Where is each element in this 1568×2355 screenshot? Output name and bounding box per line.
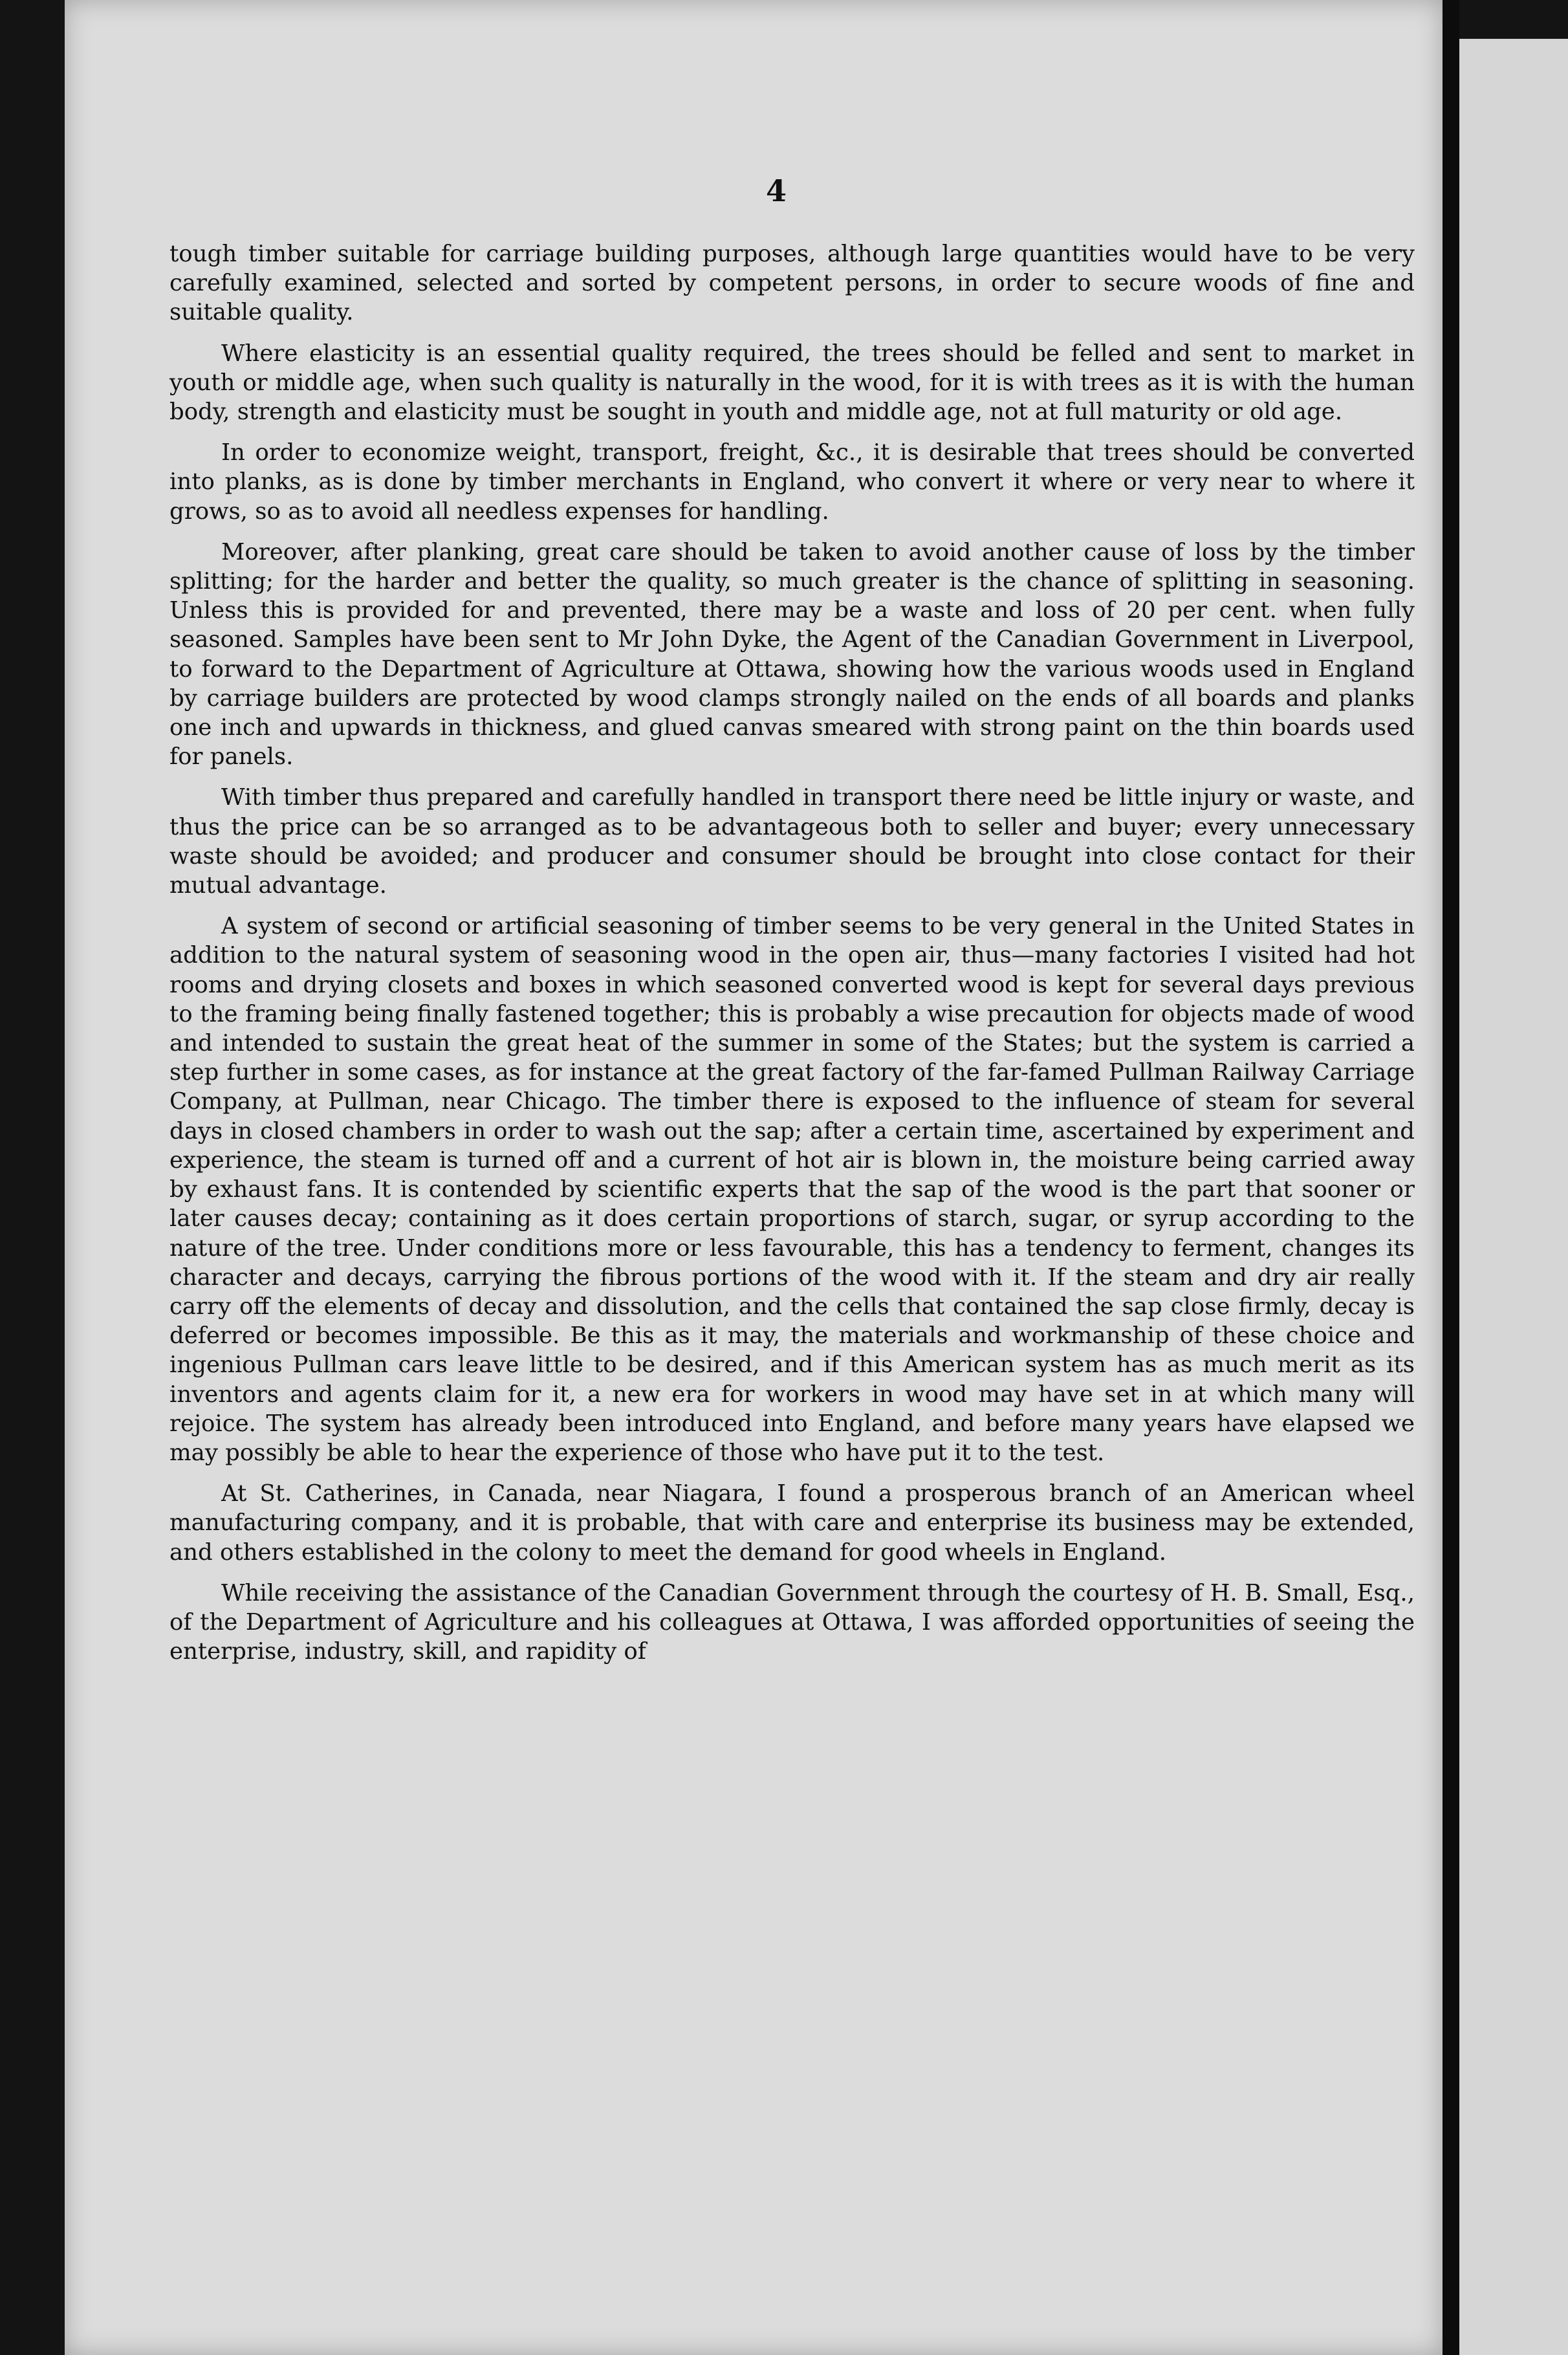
paragraph: Where elasticity is an essential quality required, the trees should be felled and sent to market in youth or middle age, when such quality is naturally in the wood, for it is with trees as it is with the human body, strength and elasticity must be sought in youth and middle age, not at full maturity or old age. [169,340,1415,426]
paragraph: With timber thus prepared and carefully handled in transport there need be little injury or waste, and thus the price can be so arranged as to be advantageous both to seller and buyer; every unnecessary waste should be avoided; and producer and consumer should be brought into close contact for their mutual advantage. [169,784,1415,899]
paragraph: At St. Catherines, in Canada, near Niagara, I found a prosperous branch of an American wheel manufacturing company, and it is probable, that with care and enterprise its business may be extended, and others established in the colony to meet the demand for good wheels in England. [169,1480,1415,1566]
paragraph: Moreover, after planking, great care should be taken to avoid another cause of loss by the timber splitting; for the harder and better the quality, so much greater is the chance of splitting in seasoning. Unless this is provided for and prevented, there may be a waste and loss of 20 per cent. when fully seasoned. Samples have been sent to Mr John Dyke, the Agent of the Canadian Government in Liverpool, to forward to the Department of Agriculture at Ottawa, showing how the various woods used in England by carriage builders are protected by wood clamps strongly nailed on the ends of all boards and planks one inch and upwards in thickness, and glued canvas smeared with strong paint on the thin boards used for panels. [169,538,1415,771]
right-page-edge [1459,39,1568,2355]
paragraph: In order to economize weight, transport, freight, &c., it is desirable that trees should be converted into planks, as is done by timber merchants in England, who convert it where or very near to where it grows, so as to avoid all needless expenses for handling. [169,439,1415,525]
body-text [169,239,1415,1678]
page-number: 4 [765,173,787,208]
book-gutter [1443,0,1459,2355]
paragraph: tough timber suitable for carriage building purposes, although large quantities would have to be very carefully examined, selected and sorted by competent persons, in order to secure woods of fine and suitable quality. [169,241,1415,326]
paragraph: While receiving the assistance of the Canadian Government through the courtesy of H. B. Small, Esq., of the Department of Agriculture and his colleagues at Ottawa, I was afforded opportunities of seeing the enterprise, industry, skill, and rapidity of [169,1579,1415,1665]
paragraph: A system of second or artificial seasoning of timber seems to be very general in the United States in addition to the natural system of seasoning wood in the open air, thus—many factories I visited had hot rooms and drying closets and boxes in which seasoned converted wood is kept for several days previous to the framing being finally fastened together; this is probably a wise precaution for objects made of wood and intended to sustain the great heat of the summer in some of the States; but the system is carried a step further in some cases, as for instance at the great factory of the far-famed Pullman Railway Carriage Company, at Pullman, near Chicago. The timber there is exposed to the influence of steam for several days in closed chambers in order to wash out the sap; after a certain time, ascertained by experiment and experience, the steam is turned off and a current of hot air is blown in, the moisture being carried away by exhaust fans. It is contended by scientific experts that the sap of the wood is the part that sooner or later causes decay; containing as it does certain proportions of starch, sugar, or syrup according to the nature of the tree. Under conditions more or less favourable, this has a tendency to ferment, changes its character and decays, carrying the fibrous portions of the wood with it. If the steam and dry air really carry off the elements of decay and dissolution, and the cells that contained the sap close firmly, decay is deferred or becomes impossible. Be this as it may, the materials and workmanship of these choice and ingenious Pullman cars leave little to be desired, and if this American system has as much merit as its inventors and agents claim for it, a new era for workers in wood may have set in at which many will rejoice. The system has already been introduced into England, and before many years have elapsed we may possibly be able to hear the experience of those who have put it to the test. [169,913,1415,1466]
